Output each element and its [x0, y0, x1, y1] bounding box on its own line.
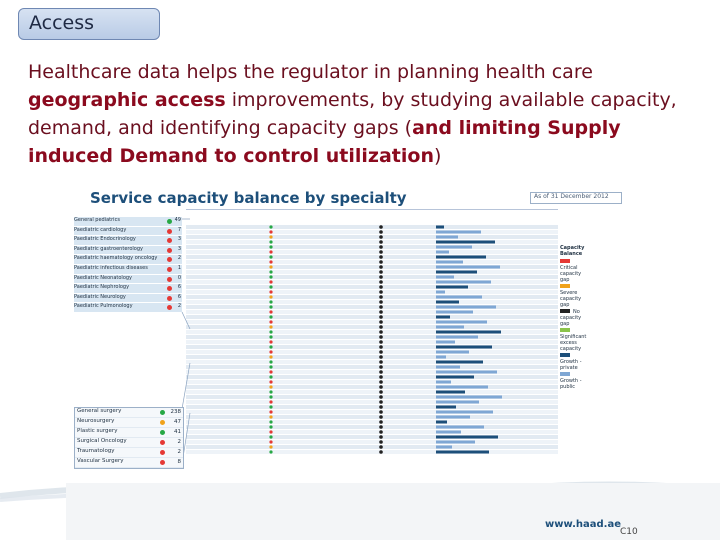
body-text-part: ) [433, 145, 442, 167]
surgery-row [75, 458, 183, 468]
legend-swatch [560, 372, 570, 376]
legend-label: Significant excess capacity [560, 334, 587, 352]
legend-swatch [560, 353, 570, 357]
specialty-label: Paediatric Neonatology [74, 274, 133, 281]
surgery-label: Plastic surgery [77, 428, 118, 434]
specialty-count: 2 [177, 303, 181, 310]
specialty-label: Paediatric cardiology [74, 226, 127, 233]
specialty-count: 6 [177, 293, 181, 300]
legend-swatch [560, 259, 570, 263]
surgery-row [75, 428, 183, 438]
surgery-row [75, 448, 183, 458]
legend-label: No capacity gap [560, 309, 582, 327]
specialty-count: 6 [177, 284, 181, 291]
capacity-chart-image [68, 183, 609, 468]
surgery-count: 2 [177, 449, 181, 455]
status-dot-icon [160, 430, 165, 435]
specialty-label: Paediatric Endocrinology [74, 236, 136, 243]
surgery-row [75, 408, 183, 418]
legend-item [560, 372, 586, 390]
legend-swatch [560, 328, 570, 332]
chart-title: Service capacity balance by specialty [90, 189, 407, 207]
legend-label: Growth - public [560, 378, 582, 390]
legend-swatch [560, 284, 570, 288]
section-tag [18, 8, 160, 40]
legend-item [560, 353, 586, 371]
surgery-label: Neurosurgery [77, 418, 115, 424]
status-dot-icon [160, 460, 165, 465]
section-tag-label: Access [29, 12, 95, 34]
specialty-count: 7 [177, 226, 181, 233]
legend-item [560, 284, 586, 308]
surgery-count: 238 [170, 409, 181, 415]
specialty-count: 0 [177, 274, 181, 281]
specialty-count: 3 [177, 245, 181, 252]
specialty-label: Paediatric Neurology [74, 293, 126, 300]
specialty-label: General pediatrics [74, 217, 120, 223]
specialty-count: 2 [177, 255, 181, 262]
status-dot-icon [160, 410, 165, 415]
body-text-part: improvements, by studying available capacity, demand, and identifying capacity gaps ( [28, 89, 677, 139]
surgery-row [75, 438, 183, 448]
specialty-count: 49 [174, 217, 181, 223]
surgery-specialty-list [74, 407, 184, 469]
surgery-label: Traumatology [77, 448, 115, 454]
legend-label: Growth - private [560, 359, 582, 371]
surgery-count: 41 [174, 429, 181, 435]
chart-date-box: As of 31 December 2012 [530, 192, 622, 204]
status-dot-icon [160, 420, 165, 425]
body-paragraph [28, 58, 708, 170]
legend-item [560, 259, 586, 283]
specialty-label: Paediatric infectious diseases [74, 264, 148, 271]
surgery-count: 47 [174, 419, 181, 425]
surgery-count: 8 [177, 459, 181, 465]
legend-label: Severe capacity gap [560, 290, 582, 308]
surgery-count: 2 [177, 439, 181, 445]
specialty-label: Paediatric Pulmonology [74, 303, 133, 310]
status-dot-icon [160, 450, 165, 455]
specialty-label: Paediatric Nephrology [74, 284, 130, 291]
legend-item [560, 309, 586, 327]
specialty-count: 1 [177, 264, 181, 271]
surgery-label: Vascular Surgery [77, 458, 124, 464]
surgery-label: General surgery [77, 408, 122, 414]
specialty-label: Paediatric haematology oncology [74, 255, 158, 262]
specialty-label: Paediatric gastroenterology [74, 245, 143, 252]
legend-item [560, 328, 586, 352]
body-bold-part: geographic access [28, 89, 226, 111]
page-number: C10 [620, 527, 638, 537]
footer-url[interactable]: www.haad.ae [545, 519, 621, 530]
status-dot-icon [160, 440, 165, 445]
surgery-row [75, 418, 183, 428]
legend-swatch [560, 309, 570, 313]
chart-legend [560, 245, 586, 391]
body-text-part: Healthcare data helps the regulator in planning health care [28, 61, 593, 83]
surgery-label: Surgical Oncology [77, 438, 127, 444]
specialty-count: 3 [177, 236, 181, 243]
legend-title: Capacity Balance [560, 245, 585, 257]
body-bold-part: and limiting Supply induced Demand to control utilization [28, 117, 621, 167]
legend-label: Critical capacity gap [560, 265, 582, 283]
